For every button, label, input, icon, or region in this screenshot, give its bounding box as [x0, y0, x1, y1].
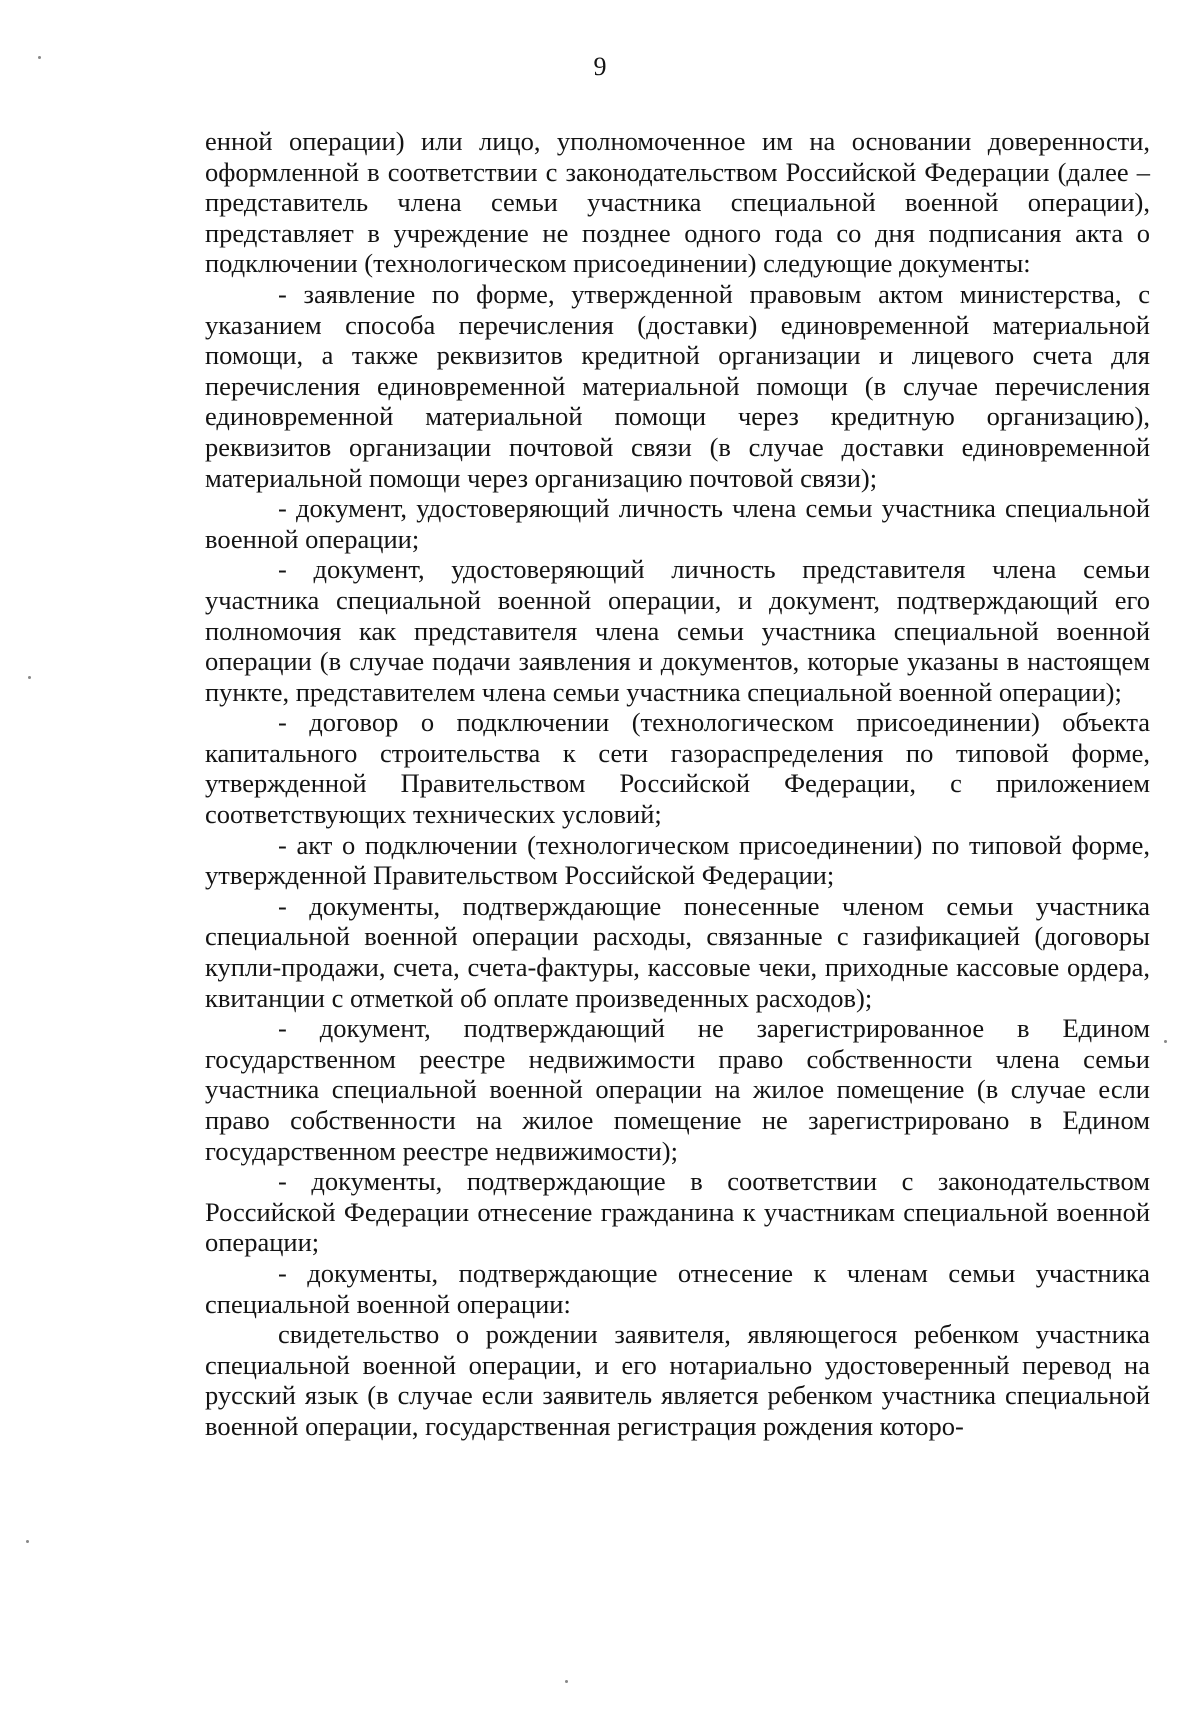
scan-speck	[26, 1540, 29, 1543]
scan-speck	[1164, 1040, 1167, 1043]
paragraph: - документы, подтверждающие отнесение к членам семьи участника специальной военной операции:	[205, 1257, 1150, 1319]
paragraph: - документ, удостоверяющий личность члена семьи участника специальной военной операции;	[205, 493, 1150, 554]
paragraph: - договор о подключении (технологическом присоединении) объекта капитального строительства к сети газораспределения по типовой форме, утвержденной Правительством Российской Федерации, с приложением соответствующих технических условий;	[205, 707, 1150, 830]
paragraph: свидетельство о рождении заявителя, являющегося ребенком участника специальной военной операции, и его нотариально удостоверенный перевод на русский язык (в случае если заявитель является ребенком участника специальной военной операции, государственная регистрация рождения которо-	[205, 1319, 1150, 1441]
paragraph: - документы, подтверждающие в соответствии с законодательством Российской Федерации отнесение гражданина к участникам специальной военной операции;	[205, 1166, 1150, 1258]
scan-speck	[38, 56, 41, 59]
page-number: 9	[593, 52, 607, 81]
paragraph: - документ, удостоверяющий личность представителя члена семьи участника специальной военной операции, и документ, подтверждающий его полномочия как представителя члена семьи участника специальной военной операции (в случае подачи заявления и документов, которые указаны в настоящем пункте, представителем члена семьи участника специальной военной операции);	[205, 554, 1150, 707]
paragraph: - документы, подтверждающие понесенные членом семьи участника специальной военной операции расходы, связанные с газификацией (договоры купли-продажи, счета, счета-фактуры, кассовые чеки, приходные кассовые ордера, квитанции с отметкой об оплате произведенных расходов);	[205, 890, 1150, 1013]
paragraph: - документ, подтверждающий не зарегистрированное в Едином государственном реестре недвижимости право собственности члена семьи участника специальной военной операции на жилое помещение (в случае если право собственности на жилое помещение не зарегистрировано в Едином государственном реестре недвижимости);	[205, 1013, 1150, 1166]
paragraph: - заявление по форме, утвержденной правовым актом министерства, с указанием способа перечисления (доставки) единовременной материальной помощи, а также реквизитов кредитной организации и лицевого счета для перечисления единовременной материальной помощи (в случае перечисления единовременной материальной помощи через кредитную организацию), реквизитов организации почтовой связи (в случае доставки единовременной материальной помощи через организацию почтовой связи);	[205, 278, 1150, 493]
paragraph: енной операции) или лицо, уполномоченное им на основании доверенности, оформленной в соответствии с законодательством Российской Федерации (далее – представитель члена семьи участника специальной военной операции), представляет в учреждение не позднее одного года со дня подписания акта о подключении (технологическом присоединении) следующие документы:	[205, 126, 1150, 279]
document-body	[205, 126, 1150, 1442]
paragraph: - акт о подключении (технологическом присоединении) по типовой форме, утвержденной Правительством Российской Федерации;	[205, 829, 1150, 891]
scan-speck	[28, 676, 31, 679]
scan-speck	[565, 1680, 568, 1683]
